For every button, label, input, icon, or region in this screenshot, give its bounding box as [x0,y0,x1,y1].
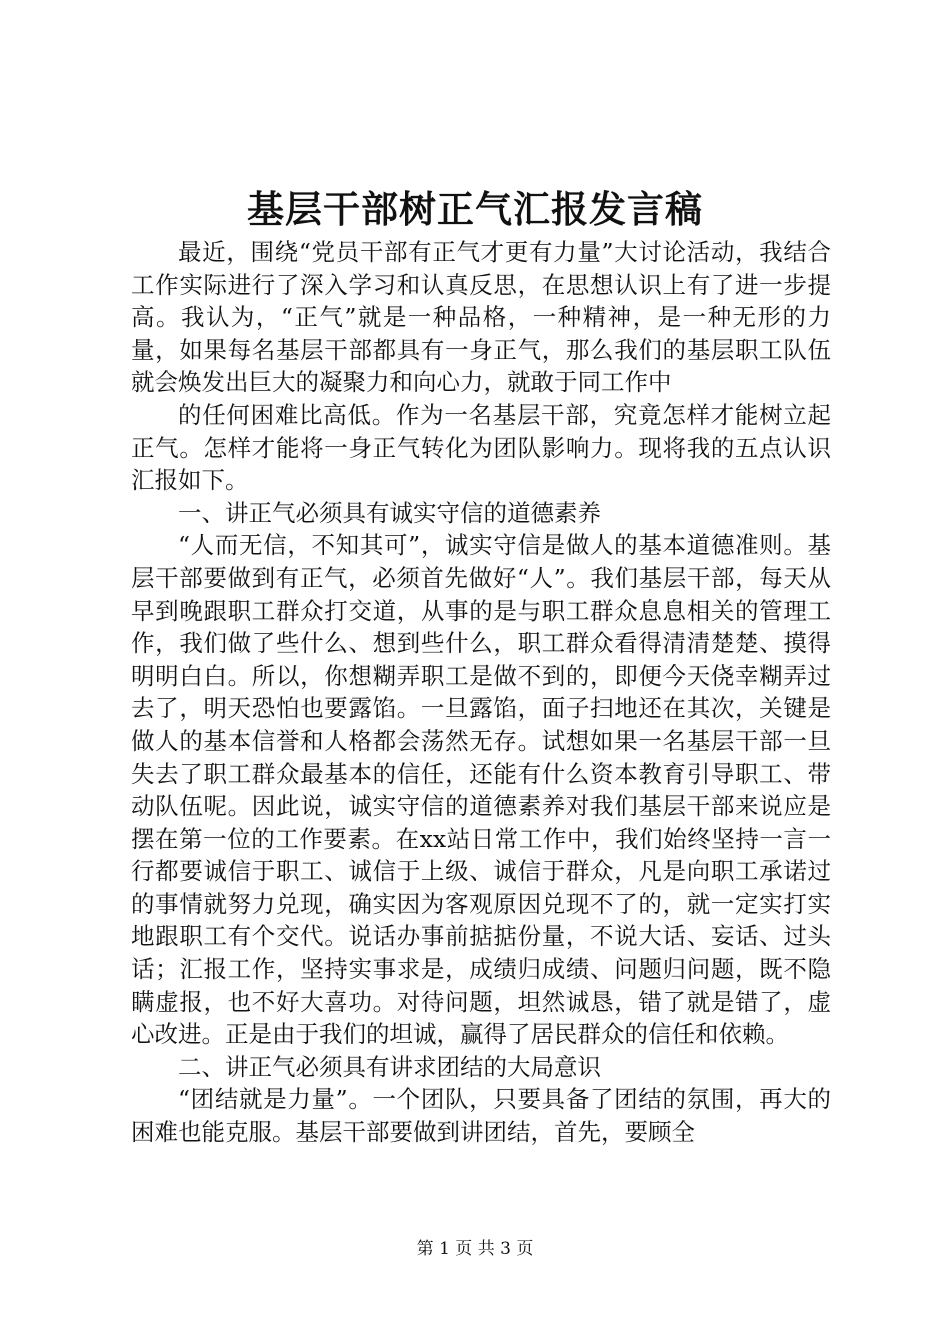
page-footer: 第 1 页 共 3 页 [416,1239,534,1259]
section-2-heading: 二、讲正气必须具有讲求团结的大局意识 [178,1052,601,1081]
section-1-paragraph: “人而无信，不知其可”，诚实守信是做人的基本道德准则。基层干部要做到有正气，必须首先做好“人”。我们基层干部，每天从早到晚跟职工群众打交道，从事的是与职工群众息息相关的管理工作，我们做了些什么、想到些什么，职工群众看得清清楚楚、摸得明明白白。所以，你想糊弄职工是做不到的，即便今天侥幸糊弄过去了，明天恐怕也要露馅。一旦露馅，面子扫地还在其次，关键是做人的基本信誉和人格都会荡然无存。试想如果一名基层干部一旦失去了职工群众最基本的信任，还能有什么资本教育引导职工、带动队伍呢。因此说，诚实守信的道德素养对我们基层干部来说应是摆在第一位的工作要素。在xx站日常工作中，我们始终坚持一言一行都要诚信于职工、诚信于上级、诚信于群众，凡是向职工承诺过的事情就努力兑现，确实因为客观原因兑现不了的，就一定实打实地跟职工有个交代。说话办事前掂掂份量，不说大话、妄话、过头话；汇报工作，坚持实事求是，成绩归成绩、问题归问题，既不隐瞒虚报，也不好大喜功。对待问题，坦然诚恳，错了就是错了，虚心改进。正是由于我们的坦诚，赢得了居民群众的信任和依赖。 [131,531,831,1049]
section-1-heading: 一、讲正气必须具有诚实守信的道德素养 [178,498,601,527]
document-body [131,236,831,1149]
section-2-paragraph: “团结就是力量”。一个团队，只要具备了团结的氛围，再大的困难也能克服。基层干部要做到讲团结，首先，要顾全 [131,1085,831,1147]
document-title: 基层干部树正气汇报发言稿 [247,187,703,231]
intro-paragraph-1: 最近，围绕“党员干部有正气才更有力量”大讨论活动，我结合工作实际进行了深入学习和认真反思，在思想认识上有了进一步提高。我认为，“正气”就是一种品格，一种精神，是一种无形的力量，如果每名基层干部都具有一身正气，那么我们的基层职工队伍就会焕发出巨大的凝聚力和向心力，就敢于同工作中 [131,238,831,397]
intro-paragraph-2: 的任何困难比高低。作为一名基层干部，究竟怎样才能树立起正气。怎样才能将一身正气转化为团队影响力。现将我的五点认识汇报如下。 [131,400,831,495]
